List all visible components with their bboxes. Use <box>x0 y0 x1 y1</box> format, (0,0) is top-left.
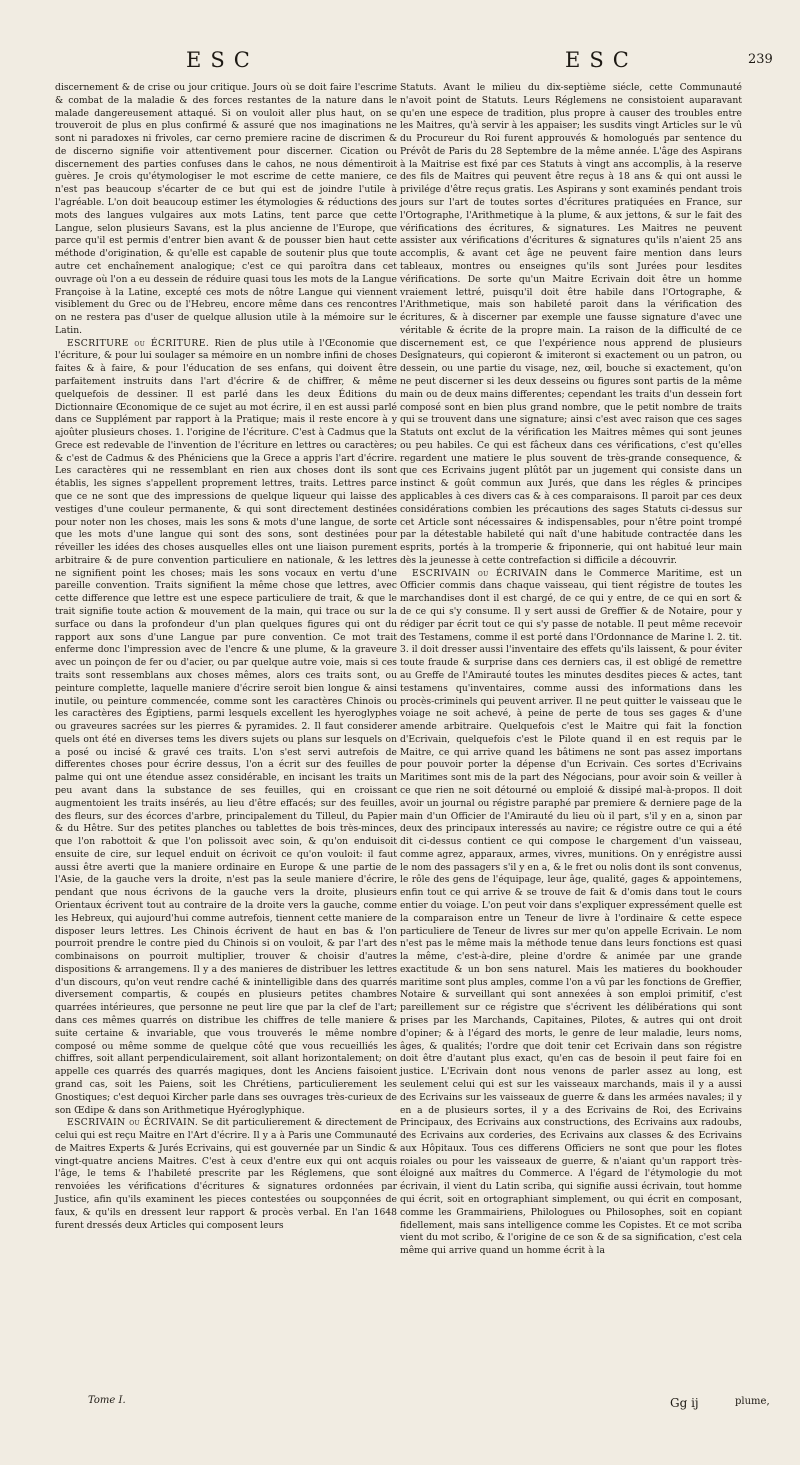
entry-escriture <box>55 338 397 1118</box>
entry-escrivain <box>55 1117 397 1232</box>
entry-body-escrivain: Se dit particulierement & directement de celui qui est reçu Maitre en l'Art d'écrire. Il y a à Paris une Communauté de Maitres Experts & Jurés Ecrivains, qui est gouvernée par un Sindic & vingt-quatre anciens Maitres. C'est à ceux d'entre eux qui ont acquis l'âge, le tems & l'habileté prescrite par les Réglemens, que sont renvoiées les vérifications d'écritures & signatures ordonnées par Justice, afin qu'ils examinent les pieces contestées ou soupçonnées de faux, & qu'ils en dressent leur rapport & procès verbal. En l'an 1648 furent dressés deux Articles qui composent leurs <box>55 1117 398 1231</box>
signature-mark: Gg ij <box>670 1396 699 1410</box>
catchword: plume, <box>735 1396 770 1407</box>
paragraph-discernement: discernement & de crise ou jour critique. Jours où se doit faire l'escrime & combat de la maladie & des forces restantes de la nature dans le malade dangereusement attaqué. Si on vouloit aller plus haut, on se trouveroit de plus en plus confirmé & assuré que nos imaginations ne sont ni paradoxes ni frivoles, car cerno premiere racine de discrimen & de discerno signifie voir attentivement pour discerner. Cication ou discernement des parties confuses dans le cahos, ne nous démentiroit guères. Je crois qu'étymologiser le mot escrime de cette maniere, ce n'est pas beaucoup s'écarter de ce but qui est de joindre l'utile à l'agréable. L'on doit beaucoup estimer les étymologies & réductions des mots des langues vulgaires aux mots Latins, tent parce que cette Langue, selon plusieurs Savans, est la plus ancienne de l'Europe, que parce qu'il est permis d'entrer bien avant & de pousser bien haut cette méthode d'origination, & qu'elle est capable de soutenir plus que toute autre cet enchaînement analogique; c'est ce qui paroîtra dans cet ouvrage où l'on a eu dessein de réduire quasi tous les mots de la Langue Françoise à la Latine, excepté ces mots de nôtre Langue qui viennent visiblement du Grec ou de l'Hebreu, encore même dans ces rencontres on ne restera pas d'user de quelque allusion utile à la mémoire sur le Latin. <box>55 82 397 336</box>
entry-body-escrivain-maritime: dans le Commerce Maritime, est un Officier commis dans chaque vaisseau, qui tient régistre de toutes les marchandises dont il est chargé, de ce qui y entre, de ce qui en sort & de ce qui s'y consume. Il y sert aussi de Greffier & de Notaire, pour y rédiger par écrit tout ce qui s'y passe de notable. Il peut même recevoir des Testamens, comme il est porté dans l'Ordonnance de Marine l. 2. tit. 3. il doit dresser aussi l'inventaire des effets qu'ils laissent, & pour éviter toute fraude & surprise dans ces derniers cas, il est obligé de remettre au Greffe de l'Amirauté toutes les minutes desdites pieces & actes, tant testamens qu'inventaires, comme aussi des informations dans les procès-criminels qui peuvent arriver. Il ne peut quitter le vaisseau que le voiage ne soit achevé, à peine de perte de tous ses gages & d'une amende arbitraire. Quelquefois c'est le Maitre qui fait la fonction d'Ecrivain, quelquefois c'est le Pilote quand il en est requis par le Maitre, ce qui arrive quand les bâtimens ne sont pas assez importans pour pouvoir porter la dépense d'un Ecrivain. Ces sortes d'Ecrivains Maritimes sont mis de la part des Négocians, pour avoir soin & veiller à ce que rien ne soit détourné ou emploié & dissipé mal-à-propos. Il doit avoir un journal ou régistre paraphé par premiere & derniere page de la main d'un Officier de l'Amirauté du lieu où il part, s'il y en a, sinon par deux des principaux interessés au navire; ce régistre outre ce qui a été dit ci-dessus contient ce qui compose le chargement d'un vaisseau, comme agrez, apparaux, armes, vivres, munitions. On y enrégistre aussi le nom des passagers s'il y en a, & le fret ou nolis dont ils sont convenus, le rôle des gens de l'équipage, leur âge, qualité, gages & appointemens, enfin tout ce qui arrive & se trouve de fait & d'omis dans tout le cours entier du voiage. L'on peut voir dans s'expliquer expressément quelle est la comparaison entre un Teneur de livre à l'ordinaire & cette espece particuliere de Teneur de livres sur mer qu'on appelle Ecrivain. Le nom n'est pas le même mais la méthode tenue dans leurs fonctions est quasi la même, c'est-à-dire, pleine d'ordre & animée par une grande exactitude & un bon sens naturel. Mais les matieres du bookhouder maritime sont plus amples, comme l'on a vû par les fonctions de Greffier, Notaire & surveillant qui sont annexées à son emploi primitif, c'est pareillement sur ce régistre que s'écrivent les délibérations qui sont prises par les Marchands, Capitaines, Pilotes, & autres qui ont droit d'opiner; & à l'égard des morts, le genre de leur maladie, leurs noms, âges, & qualités; l'ordre que doit tenir cet Ecrivain dans son régistre doit être d'autant plus exact, qu'en cas de besoin il peut faire foi en justice. L'Ecrivain dont nous venons de parler assez au long, est seulement celui qui est sur les vaisseaux marchands, mais il y a aussi des Ecrivains sur les vaisseaux de guerre & dans les armées navales; il y en a de plusieurs sortes, il y a des Ecrivains de Roi, des Ecrivains Principaux, des Ecrivains aux constructions, des Ecrivains aux radoubs, des Ecrivains aux corderies, des Ecrivains aux classes & des Ecrivains aux Hôpitaux. Tous ces differens Officiers ne sont que pour les flotes roiales ou pour les vaisseaux de guerre, & n'aiant qu'un rapport très-éloigné aux maîtres du Commerce. A l'égard de l'étymologie du mot écrivain, il vient du Latin scriba, qui signifie aussi écrivain, tout homme qui écrit, soit en ortographiant simplement, ou qui écrit en composant, comme les Grammairiens, Philologues ou Philosophes, soit en copiant fidellement, mais sans intelligence comme les Copistes. Et ce mot scriba vient du mot scribo, & l'origine de ce son & de sa signification, c'est cela même qui arrive quand un homme écrit à la <box>400 567 742 1257</box>
paragraph-statuts: Statuts. Avant le milieu du dix-septième siécle, cette Communauté n'avoit point de Statuts. Leurs Réglemens ne consistoient auparavant qu'en une espece de tradition, plus propre à causer des troubles entre les Maitres, qu'à servir à les appaiser; les susdits vingt Articles sur le vû du Procureur du Roi furent approuvés & homologués par sentence du Prévôt de Paris du 28 Septembre de la même année. L'âge des Aspirans à la Maitrise est fixé par ces Statuts à vingt ans accomplis, à la reserve des fils de Maitres qui peuvent être reçus à 18 ans & qui ont aussi le privilége d'être reçus gratis. Les Aspirans y sont examinés pendant trois jours sur l'art de toutes sortes d'écritures pratiquées en France, sur l'Ortographe, l'Arithmetique à la plume, & aux jettons, & sur le fait des vérifications des écritures, & signatures. Les Maitres ne peuvent assister aux vérifications d'écritures & signatures qu'ils n'aient 25 ans accomplis, & avant cet âge ne peuvent faire mention dans leurs tableaux, montres ou enseignes qu'ils sont Jurées pour lesdites vérifications. De sorte qu'un Maitre Ecrivain doit être un homme vraiement lettré, puisqu'il doit être habile dans l'Ortographe, & l'Arithmetique, mais son habileté paroit dans la vérification des écritures, & à discerner par exemple une fausse signature d'avec une véritable & écrite de la propre main. La raison de la difficulté de ce discernement est, ce que l'expérience nous apprend de plusieurs Desîgnateurs, qui copieront & imiteront si exactement ou un patron, ou dessein, ou une partie du visage, nez, œil, bouche si exactement, qu'on ne peut discerner si les deux desseins ou figures sont partis de la même main ou de deux mains differentes; cependant les traits d'un dessein fort composé sont en bien plus grand nombre, que le petit nombre de traits qui se trouvent dans une signature; ainsi c'est avec raison que ces sages Statuts ont exclut de la vérification les Maitres mêmes qui sont jeunes ou peu habiles. Ce qui est fâcheux dans ces vérifications, c'est qu'elles regardent une matiere le plus souvent de très-grande consequence, & que ces Ecrivains jugent plûtôt par un jugement qui consiste dans un instinct & goût commun aux Jurés, que dans les régles & principes applicables à ces divers cas & à ces comparaisons. Il paroit par ces deux considérations combien les précautions des sages Statuts ci-dessus sur cet Article sont nécessaires & indispensables, pour n'être point trompé par la détestable habileté qui naît d'une habitude contractée dans les esprits, portés à la tromperie & friponnerie, qui ont habitué leur main dès la jeunesse à cette contrefaction si difficile a découvrir. <box>400 82 742 566</box>
page-number: 239 <box>748 52 773 67</box>
left-column <box>55 82 397 1232</box>
running-head-right: ESC <box>565 48 638 72</box>
volume-label: Tome I. <box>88 1395 126 1406</box>
entry-head-escrivain-maritime: ESCRIVAIN ou ÉCRIVAIN <box>412 567 548 579</box>
running-head-left: ESC <box>186 48 259 72</box>
right-column <box>400 82 742 1258</box>
entry-head-escrivain: ESCRIVAIN ou ÉCRIVAIN. <box>67 1117 199 1129</box>
entry-escrivain-maritime <box>400 568 742 1258</box>
entry-head-escriture: ESCRITURE ou ÉCRITURE. <box>67 337 210 349</box>
entry-body-escriture: Rien de plus utile à l'Œconomie que l'écriture, & pour lui soulager sa mémoire en un nombre infini de choses faites & à faire, & pour l'éducation de ses enfans, qui doivent être parfaitement instruits dans l'art d'écrire & de chiffrer, & même quelquefois de dessiner. Il est parlé dans les deux Éditions du Dictionnaire Œconomique de ce sujet au mot écrire, il en est aussi parlé dans ce Supplément par rapport à la Pratique; mais il reste encore à y ajoûter plusieurs choses. 1. l'origine de l'écriture. C'est à Cadmus que la Grece est redevable de l'invention de l'écriture en lettres ou caractères; & c'est de Cadmus & des Phéniciens que la Grece a appris l'art d'écrire. Les caractères qui ne ressemblant en rien aux choses dont ils sont établis, les signes s'appellent proprement lettres, traits. Lettres parce que ce ne sont que des impressions de quelque liqueur qui laisse des vestiges d'une couleur permanente, & qui sont directement destinées pour noter non les choses, mais les sons & mots d'une langue, de sorte que les mots d'une langue qui sont des sons, sont destinées pour réveiller les idées des choses ausquelles elles ont une liaison purement arbitraire & de pure convention particuliere en nationale, & les lettres ne signifient point les choses; mais les sons vocaux en vertu d'une pareille convention. Traits signifient la même chose que lettres, avec cette difference que lettre est une espece particuliere de trait, & que le trait signifie toute action & mouvement de la main, qui trace ou sur la surface ou dans la profondeur d'un plan quelques figures qui ont du rapport aux sons d'une Langue par pure convention. Ce mot trait enferme donc l'impression avec de l'encre & une plume, & la graveure avec un poinçon de fer ou d'acier, ou par quelque autre voie, mais si ces traits sont ressemblans aux choses mêmes, alors ces traits sont, ou peinture complette, laquelle maniere d'écrire seroit bien longue & ainsi inutile, ou peinture commencée, comme sont les caractères Chinois ou les caractères des Égiptiens, parmi lesquels excellent les hyeroglyphes ou graveures sacrées sur les pierres & pyramides. 2. Il faut considerer quels ont été en diverses tems les divers sujets ou plans sur lesquels on a posé ou incisé & gravé ces traits. L'on s'est servi autrefois de differentes choses pour écrire dessus, l'on a écrit sur des feuilles de palme qui ont une étendue assez considérable, en incisant les traits un peu avant dans la substance de ses feuilles, qui en croissant augmentoient les traits insérés, au lieu d'être effacés; sur des feuilles, des fleurs, sur des écorces d'arbre, principalement du Tilleul, du Papier & du Hêtre. Sur des petites planches ou tablettes de bois très-minces, que l'on rabottoit & que l'on polissoit avec soin, & qu'on enduisoit ensuite de cire, sur lequel enduit on écrivoit ce qu'on vouloit: il faut aussi être averti que la maniere ordinaire en Europe & une partie de l'Asie, de la gauche vers la droite, n'est pas la seule maniere d'écrire, pendant que nous écrivons de la gauche vers la droite, plusieurs Orientaux écrivent tout au contraire de la droite vers la gauche, comme les Hebreux, qui aujourd'hui comme autrefois, tiennent cette maniere de disposer leurs lettres. Les Chinois écrivent de haut en bas & l'on pourroit prendre le contre pied du Chinois si on vouloit, & par l'art des combinaisons on pourroit multiplier, trouver & choisir d'autres dispositions & arrangemens. Il y a des manieres de distribuer les lettres d'un discours, qu'on veut rendre caché & inintelligible dans des quarrés diversement compartis, & coupés en plusieurs petites chambres quarrées intérieures, que personne ne peut lire que par la clef de l'art; dans ces mêmes quarrés on distribue les chiffres de telle maniere & suite certaine & invariable, que vous trouverés le même nombre composé ou même somme de quelque côté que vous recueilliés les chiffres, soit allant perpendiculairement, soit allant horizontalement; on appelle ces quarrés des quarrés magiques, dont les Anciens faisoient grand cas, soit les Paiens, soit les Chrétiens, particulierement les Gnostiques; c'est dequoi Kircher parle dans ses ouvrages très-curieux de son Œdipe & dans son Arithmetique Hyéroglyphique. <box>55 337 398 1116</box>
